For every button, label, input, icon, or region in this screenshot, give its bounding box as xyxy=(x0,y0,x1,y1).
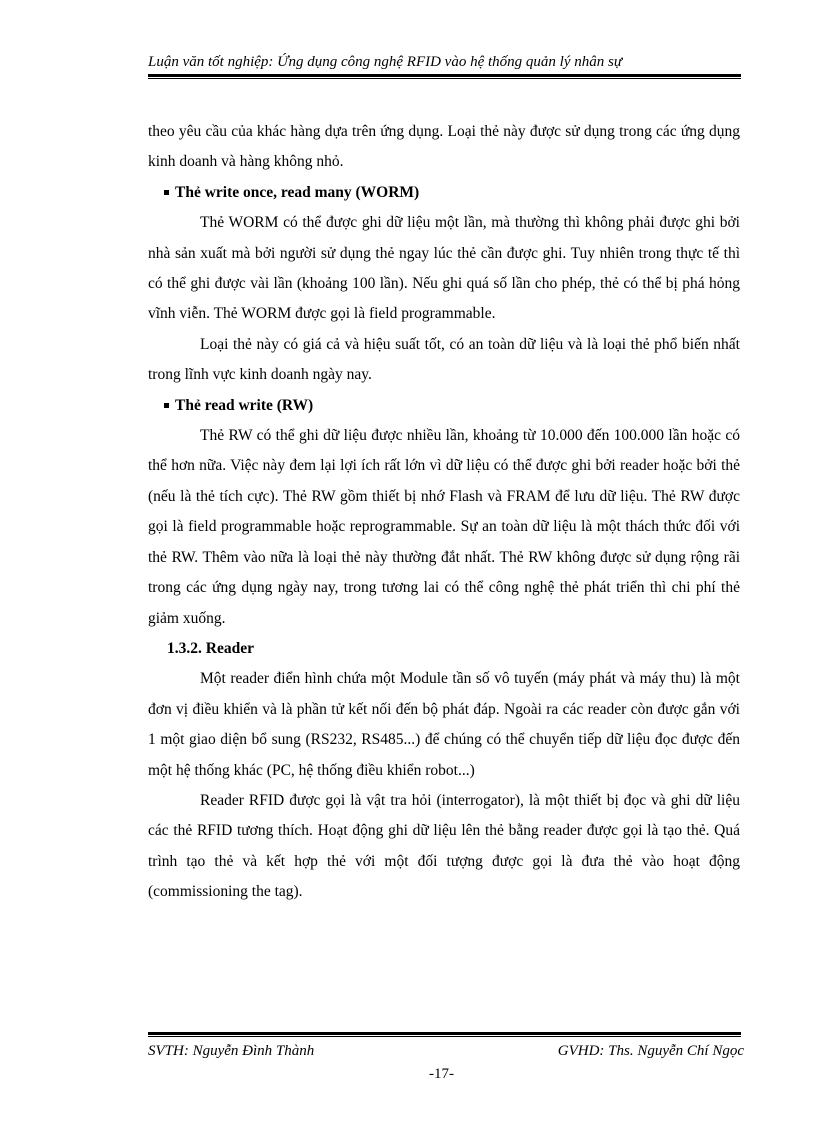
bullet-heading-worm xyxy=(148,178,740,208)
bullet-label: Thẻ write once, read many (WORM) xyxy=(175,183,420,201)
page-header: Luận văn tốt nghiệp: Ứng dụng công nghệ RFID vào hệ thống quản lý nhân sự xyxy=(148,54,623,70)
paragraph: Reader RFID được gọi là vật tra hỏi (interrogator), là một thiết bị đọc và ghi dữ liệu các thẻ RFID tương thích. Hoạt động ghi dữ liệu lên thẻ bằng reader được gọi là tạo thẻ. Quá trình tạo thẻ và kết hợp thẻ với một đối tượng được gọi là đưa thẻ vào hoạt động (commissioning the tag). xyxy=(148,791,740,901)
bullet-heading-rw xyxy=(148,391,740,421)
footer-rule xyxy=(148,1032,741,1035)
page-number: -17- xyxy=(429,1066,454,1082)
header-rule-thin xyxy=(148,78,741,79)
footer-student: SVTH: Nguyễn Đình Thành xyxy=(148,1043,315,1059)
paragraph: Thẻ WORM có thể được ghi dữ liệu một lần, mà thường thì không phải được ghi bởi nhà sản xuất mà bởi người sử dụng thẻ ngay lúc thẻ cần được ghi. Tuy nhiên trong thực tế thì có thể ghi được vài lần (khoảng 100 lần). Nếu ghi quá số lần cho phép, thẻ có thể bị phá hỏng vĩnh viễn. Thẻ WORM được gọi là field programmable. xyxy=(148,214,740,323)
header-rule xyxy=(148,74,741,77)
section-heading: 1.3.2. Reader xyxy=(167,639,254,657)
bullet-label: Thẻ read write (RW) xyxy=(175,396,314,414)
footer-rule-thin xyxy=(148,1036,741,1037)
paragraph: Thẻ RW có thể ghi dữ liệu được nhiều lần, khoảng từ 10.000 đến 100.000 lần hoặc có thể hơn nữa. Việc này đem lại lợi ích rất lớn vì dữ liệu có thể được ghi bởi reader hoặc bởi thẻ (nếu là thẻ tích cực). Thẻ RW gồm thiết bị nhớ Flash và FRAM để lưu dữ liệu. Thẻ RW được gọi là field programmable hoặc reprogrammable. Sự an toàn dữ liệu là một thách thức đối với thẻ RW. Thêm vào nữa là loại thẻ này thường đắt nhất. Thẻ RW không được sử dụng rộng rãi trong các ứng dụng ngày nay, trong tương lai có thể công nghệ thẻ phát triển thì chi phí thẻ giảm xuống. xyxy=(148,427,740,627)
paragraph: Một reader điển hình chứa một Module tần số vô tuyến (máy phát và máy thu) là một đơn vị điều khiển và là phần tử kết nối đến bộ phát đáp. Ngoài ra các reader còn được gắn với 1 một giao diện bổ sung (RS232, RS485...) để chúng có thể chuyển tiếp dữ liệu đọc được đến một hệ thống khác (PC, hệ thống điều khiển robot...) xyxy=(148,670,740,779)
footer-advisor: GVHD: Ths. Nguyễn Chí Ngọc xyxy=(557,1043,744,1059)
bullet-square-icon xyxy=(164,403,169,408)
paragraph: Loại thẻ này có giá cả và hiệu suất tốt, có an toàn dữ liệu và là loại thẻ phổ biến nhất trong lĩnh vực kinh doanh ngày nay. xyxy=(148,335,740,384)
paragraph: theo yêu cầu của khác hàng dựa trên ứng dụng. Loại thẻ này được sử dụng trong các ứng dụng kinh doanh và hàng không nhỏ. xyxy=(148,123,740,171)
page-content xyxy=(148,117,740,908)
bullet-square-icon xyxy=(164,190,169,195)
